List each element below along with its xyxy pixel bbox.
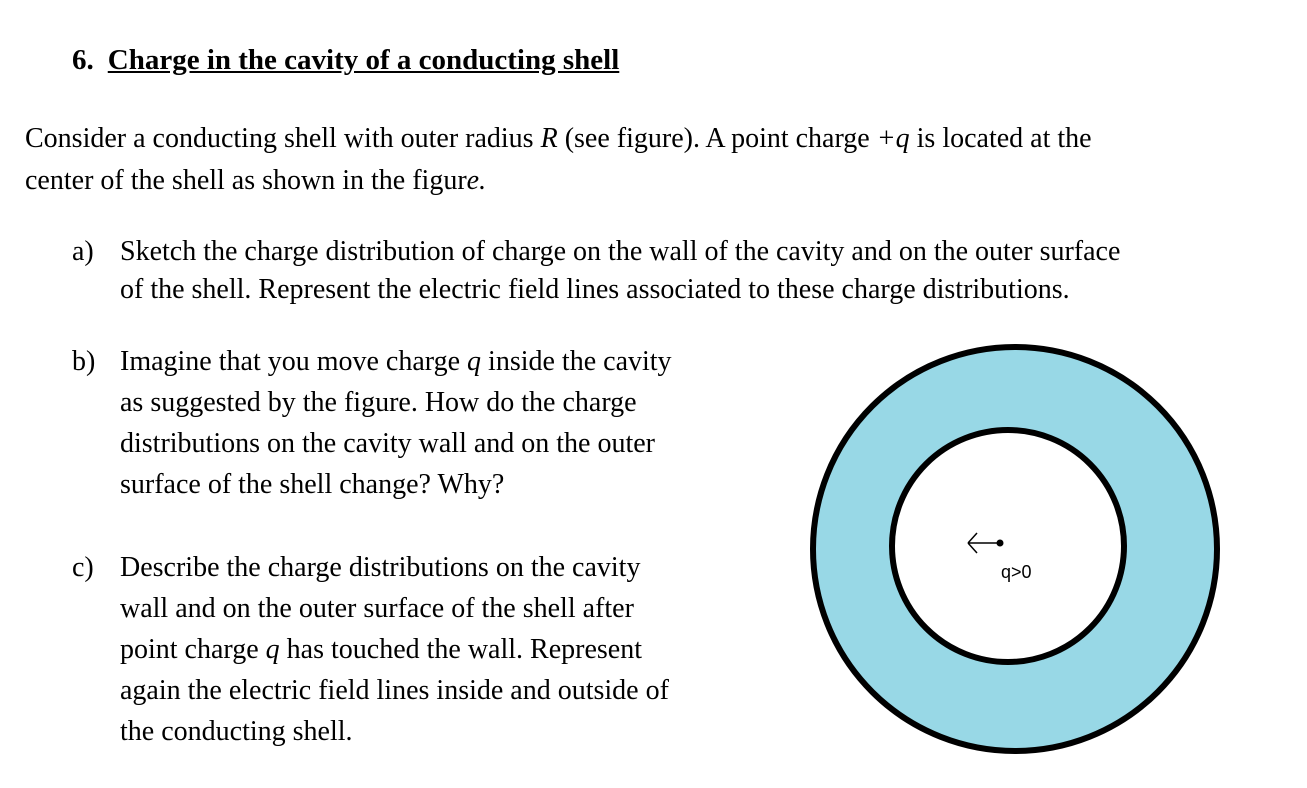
- question-marker: c): [72, 552, 94, 583]
- question-body: [120, 547, 669, 752]
- question-marker: a): [72, 236, 94, 267]
- question-line: of the shell. Represent the electric field lines associated to these charge distributions.: [120, 274, 1070, 305]
- intro-text: (see figure). A point charge: [557, 123, 877, 154]
- question-body: [120, 233, 1120, 309]
- charge-symbol: q: [467, 346, 482, 377]
- question-text: Imagine that you move charge: [120, 346, 468, 377]
- intro-paragraph: [25, 118, 1285, 202]
- intro-line-2: [25, 160, 1285, 202]
- conducting-shell-figure: [800, 340, 1230, 760]
- question-text: inside the cavity: [481, 346, 672, 377]
- question-line: wall and on the outer surface of the shell after: [120, 593, 634, 624]
- intro-text: Consider a conducting shell with outer radius: [25, 123, 541, 154]
- problem-heading: [72, 44, 619, 77]
- problem-title: Charge in the cavity of a conducting shell: [107, 44, 620, 76]
- question-line: [120, 629, 669, 670]
- question-line: the conducting shell.: [120, 716, 353, 747]
- question-marker: b): [72, 346, 96, 377]
- question-line: Describe the charge distributions on the cavity: [120, 552, 641, 583]
- question-text: point charge: [120, 634, 266, 665]
- radius-symbol: R: [540, 123, 558, 154]
- intro-line-1: [25, 118, 1285, 160]
- intro-text: center of the shell as shown in the figur: [25, 165, 467, 196]
- question-line: again the electric field lines inside and outside of: [120, 675, 669, 706]
- intro-text-italic: e.: [466, 165, 487, 196]
- question-line: [120, 341, 672, 382]
- cavity-wall: [892, 430, 1124, 662]
- charge-symbol: q: [265, 634, 280, 665]
- question-line: Sketch the charge distribution of charge on the wall of the cavity and on the outer surface: [120, 236, 1121, 267]
- problem-number: 6.: [72, 44, 94, 76]
- charge-label: q>0: [1001, 562, 1032, 582]
- question-text: has touched the wall. Represent: [279, 634, 643, 665]
- point-charge-dot: [997, 540, 1004, 547]
- question-line: as suggested by the figure. How do the charge: [120, 387, 637, 418]
- question-line: distributions on the cavity wall and on the outer: [120, 428, 656, 459]
- question-body: [120, 341, 672, 505]
- question-line: surface of the shell change? Why?: [120, 469, 505, 500]
- charge-symbol: +q: [876, 123, 910, 154]
- intro-text: is located at the: [909, 123, 1092, 154]
